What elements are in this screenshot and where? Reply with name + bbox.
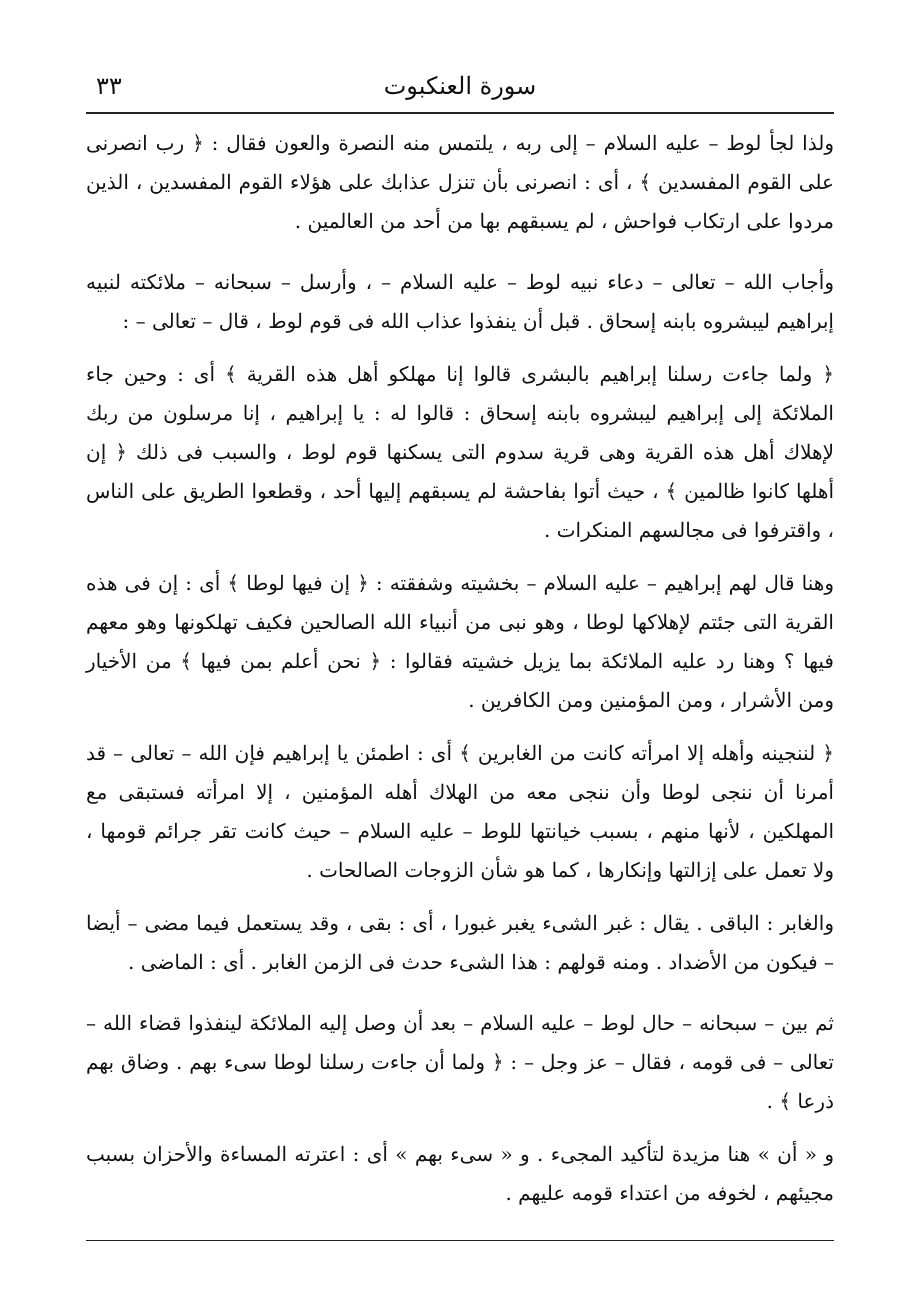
page-body (86, 124, 834, 1227)
paragraph-7: ثم بين – سبحانه – حال لوط – عليه السلام – بعد أن وصل إليه الملائكة لينفذوا قضاء الله – تعالى – فى قومه ، فقال – عز وجل – : ﴿ ولما أن جاءت رسلنا لوطا سىء بهم . وضاق بهم ذرعا ﴾ . (86, 1011, 834, 1113)
paragraph-8: و « أن » هنا مزيدة لتأكيد المجىء . و « سىء بهم » أى : اعترته المساءة والأحزان بسبب مجيئهم ، لخوفه من اعتداء قومه عليهم . (86, 1142, 834, 1205)
page-header (86, 62, 834, 112)
paragraph-3: ﴿ ولما جاءت رسلنا إبراهيم بالبشرى قالوا إنا مهلكو أهل هذه القرية ﴾ أى : وحين جاء الملائكة إلى إبراهيم ليبشروه بابنه إسحاق : قالوا له : يا إبراهيم ، إنا مرسلون من ربك لإهلاك أهل هذه القرية وهى قرية سدوم التى يسكنها قوم لوط ، والسبب فى ذلك ﴿ إن أهلها كانوا ظالمين ﴾ ، حيث أتوا بفاحشة لم يسبقهم إليها أحد ، وقطعوا الطريق على الناس ، واقترفوا فى مجالسهم المنكرات . (86, 362, 834, 542)
page-number: ٣٣ (96, 72, 122, 100)
footer-rule (86, 1240, 834, 1241)
paragraph-6: والغابر : الباقى . يقال : غبر الشىء يغبر غبورا ، أى : بقى ، وقد يستعمل فيما مضى – أيضا – فيكون من الأضداد . ومنه قولهم : هذا الشىء حدث فى الزمن الغابر . أى : الماضى . (86, 911, 834, 974)
paragraph-1: ولذا لجأ لوط – عليه السلام – إلى ربه ، يلتمس منه النصرة والعون فقال : ﴿ رب انصرنى على القوم المفسدين ﴾ ، أى : انصرنى بأن تنزل عذابك على هؤلاء القوم المفسدين ، الذين مردوا على ارتكاب فواحش ، لم يسبقهم بها من أحد من العالمين . (86, 131, 834, 233)
header-rule (86, 112, 834, 114)
paragraph-4: وهنا قال لهم إبراهيم – عليه السلام – بخشيته وشفقته : ﴿ إن فيها لوطا ﴾ أى : إن فى هذه القرية التى جئتم لإهلاكها لوطا ، وهو نبى من أنبياء الله الصالحين فكيف تهلكونها وهو معهم فيها ؟ وهنا رد عليه الملائكة بما يزيل خشيته فقالوا : ﴿ نحن أعلم بمن فيها ﴾ من الأخيار ومن الأشرار ، ومن المؤمنين ومن الكافرين . (86, 571, 834, 712)
running-title: سورة العنكبوت (383, 72, 537, 100)
paragraph-2: وأجاب الله – تعالى – دعاء نبيه لوط – عليه السلام – ، وأرسل – سبحانه – ملائكته لنبيه إبراهيم ليبشروه بابنه إسحاق . قبل أن ينفذوا عذاب الله فى قوم لوط ، قال – تعالى – : (86, 270, 834, 333)
paragraph-5: ﴿ لننجينه وأهله إلا امرأته كانت من الغابرين ﴾ أى : اطمئن يا إبراهيم فإن الله – تعالى – قد أمرنا أن ننجى لوطا وأن ننجى معه من الهلاك أهله المؤمنين ، إلا امرأته فستبقى مع المهلكين ، لأنها منهم ، بسبب خيانتها للوط – عليه السلام – حيث كانت تقر جرائم قومها ، ولا تعمل على إزالتها وإنكارها ، كما هو شأن الزوجات الصالحات . (86, 741, 834, 882)
